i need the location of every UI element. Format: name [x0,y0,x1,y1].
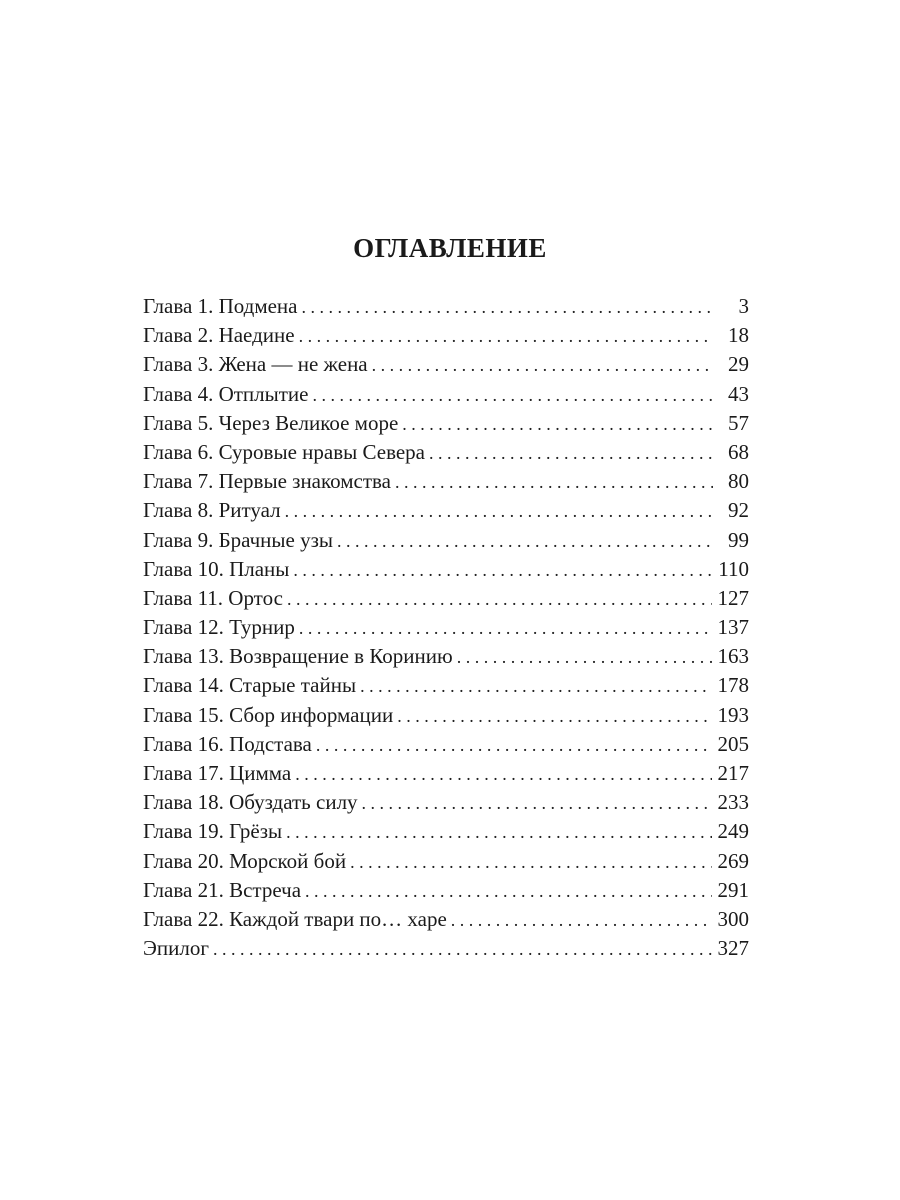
toc-entry-label: Глава 7. Первые знакомства [143,469,391,494]
toc-entry-page-number: 99 [728,527,749,552]
toc-heading: ОГЛАВЛЕНИЕ [353,233,547,263]
dot-leader [451,906,712,935]
toc-entry-page-number: 327 [717,936,749,961]
toc-entry [143,555,749,584]
dot-leader [350,848,711,877]
toc-entry-page-number: 269 [717,848,749,873]
toc-entry [143,438,749,467]
dot-leader [295,760,711,789]
toc-entry [143,526,749,555]
toc-entry-page-number: 3 [738,294,749,318]
dot-leader [316,731,712,760]
toc-entry-page-number: 110 [718,556,749,581]
toc-entry-label: Глава 11. Ортос [143,585,283,610]
toc-entry-page-number: 205 [717,731,749,756]
toc-entry-page-number: 57 [728,410,749,435]
toc-entry [143,350,749,379]
toc-entry-label: Глава 2. Наедине [143,323,295,348]
toc-entry [143,321,749,350]
dot-leader [299,614,712,643]
dot-leader [395,468,713,497]
toc-entry [143,759,749,788]
toc-entry [143,934,749,963]
toc-entry-page-number: 249 [717,819,749,844]
toc-entry-label: Глава 22. Каждой твари по… харе [143,906,447,931]
toc-entry [143,409,749,438]
dot-leader [286,818,711,847]
toc-entry-page-number: 300 [717,906,749,931]
dot-leader [402,410,713,439]
toc-entry-label: Глава 20. Морской бой [143,848,347,873]
toc-entry-label: Глава 13. Возвращение в Коринию [143,644,453,669]
toc-entry-page-number: 163 [717,644,749,669]
toc-entry-page-number: 68 [728,439,749,464]
toc-entry [143,642,749,671]
toc-entry [143,817,749,846]
toc-entry [143,613,749,642]
toc-entry-page-number: 193 [717,702,749,727]
toc-entry-label: Глава 15. Сбор информации [143,702,394,727]
toc-entry [143,467,749,496]
dot-leader [213,935,712,964]
toc-entry-label: Глава 6. Суровые нравы Севера [143,439,426,464]
toc-entry-label: Глава 5. Через Великое море [143,410,399,435]
toc-entry [143,730,749,759]
dot-leader [285,497,713,526]
dot-leader [429,439,713,468]
dot-leader [299,322,713,351]
dot-leader [397,702,711,731]
dot-leader [337,527,713,556]
toc-entry-page-number: 233 [717,790,749,815]
toc-list [143,292,749,963]
toc-entry-label: Глава 12. Турнир [143,615,295,640]
toc-entry [143,671,749,700]
toc-entry-label: Глава 10. Планы [143,556,290,581]
dot-leader [457,643,712,672]
toc-entry-page-number: 43 [728,381,749,406]
dot-leader [362,789,712,818]
toc-entry [143,584,749,613]
toc-entry-label: Глава 1. Подмена [143,294,298,318]
toc-entry-label: Эпилог [143,936,209,961]
toc-entry-label: Глава 3. Жена — не жена [143,352,368,377]
dot-leader [302,293,714,322]
toc-entry [143,380,749,409]
toc-entry-page-number: 92 [728,498,749,523]
toc-entry-page-number: 178 [717,673,749,698]
toc-entry-label: Глава 18. Обуздать силу [143,790,358,815]
dot-leader [372,351,713,380]
toc-entry [143,905,749,934]
toc-entry [143,496,749,525]
dot-leader [293,556,712,585]
dot-leader [305,877,711,906]
toc-entry-label: Глава 17. Цимма [143,761,292,785]
toc-entry-label: Глава 16. Подстава [143,731,312,756]
toc-entry-page-number: 80 [728,469,749,494]
toc-entry-label: Глава 8. Ритуал [143,498,281,523]
toc-entry-page-number: 217 [717,761,749,785]
toc-entry-label: Глава 19. Грёзы [143,819,283,844]
toc-entry [143,847,749,876]
toc-entry-page-number: 18 [728,323,749,348]
toc-entry-label: Глава 14. Старые тайны [143,673,357,698]
toc-entry [143,701,749,730]
toc-entry-label: Глава 4. Отплытие [143,381,309,406]
toc-entry [143,788,749,817]
toc-entry-page-number: 137 [717,615,749,640]
toc-entry [143,876,749,905]
dot-leader [312,381,713,410]
toc-entry-page-number: 29 [728,352,749,377]
dot-leader [360,672,711,701]
toc-entry-page-number: 127 [717,585,749,610]
toc-entry [143,292,749,321]
toc-entry-label: Глава 9. Брачные узы [143,527,333,552]
toc-entry-label: Глава 21. Встреча [143,877,302,902]
toc-entry-page-number: 291 [717,877,749,902]
dot-leader [287,585,712,614]
